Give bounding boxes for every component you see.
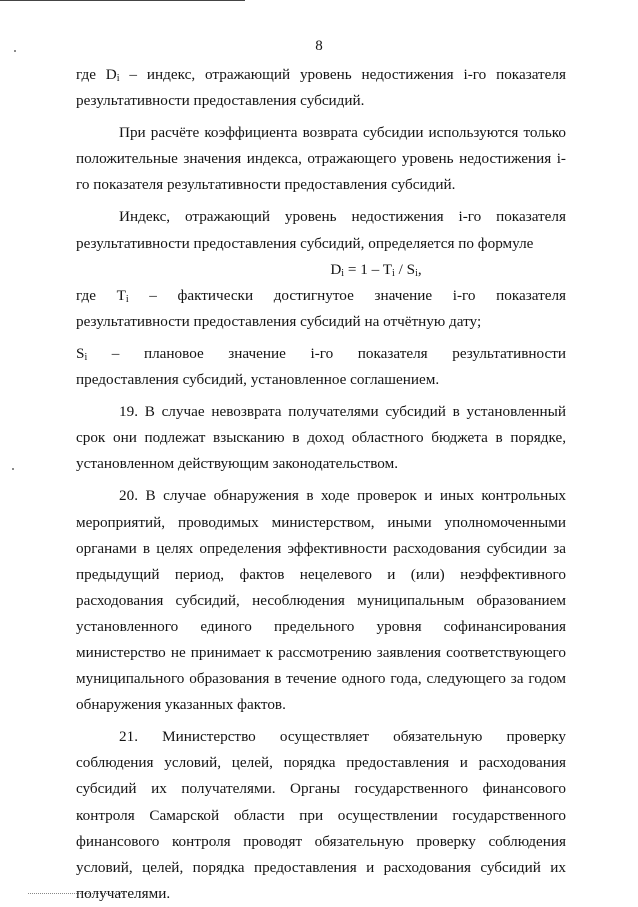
paragraph-20: 20. В случае обнаружения в ходе проверок и иных контрольных мероприятий, проводимых министерством, иными уполномоченными органами в целях определения эффективности расходования субсидии за предыдущий период, фактов нецелевого и (или) неэффективного расходования субсидий, несоблюдения муниципальным образованием установленного единого предельного уровня софинансирования министерство не принимает к рассмотрению заявления соответствующего муниципального образования в течение одного года, следующего за годом обнаружения указанных фактов.: [76, 487, 566, 714]
di-line-2: результативности предоставления субсидий.: [76, 92, 365, 110]
di-line-1: где $D_i$ – индекс, отражающий уровень недостижения i-го показателя: [76, 66, 566, 84]
scan-speck: [12, 468, 14, 470]
di-definition: [76, 62, 566, 114]
paragraph-positive-values: При расчёте коэффициента возврата субсидии используются только положительные значения индекса, отражающего уровень недостижения i-го показателя результативности предоставления субсидий.: [76, 124, 566, 194]
page-number: 8: [315, 38, 323, 54]
paragraph-21: 21. Министерство осуществляет обязательную проверку соблюдения условий, целей, порядка предоставления и расходования субсидий их получателями. Органы государственного финансового контроля Самарской области при осуществлении государственного финансового контроля проводят обязательную проверку соблюдения условий, целей, порядка предоставления и расходования субсидий их получателями.: [76, 728, 566, 902]
formula: $D_i = 1 - T_i / S_i$,: [330, 260, 422, 279]
ti-line-2: результативности предоставления субсидий на отчётную дату;: [76, 312, 482, 330]
top-border-line: [0, 0, 245, 1]
paragraph-index-formula-intro: Индекс, отражающий уровень недостижения i-го показателя результативности предоставления субсидий, определяется по формуле: [76, 208, 566, 252]
ti-line-1: где $T_i$ – фактически достигнутое значение i-го показателя: [76, 286, 567, 305]
si-definition: [76, 341, 566, 393]
si-line-1: $S_i$ – плановое значение i-го показателя результативности: [76, 344, 566, 363]
document-body: [76, 62, 566, 907]
paragraph-19: 19. В случае невозврата получателями субсидий в установленный срок они подлежат взысканию в доход областного бюджета в порядке, установленном действующим законодательством.: [76, 403, 566, 473]
si-line-2: предоставления субсидий, установленное соглашением.: [76, 371, 440, 389]
ti-definition: [76, 283, 566, 335]
